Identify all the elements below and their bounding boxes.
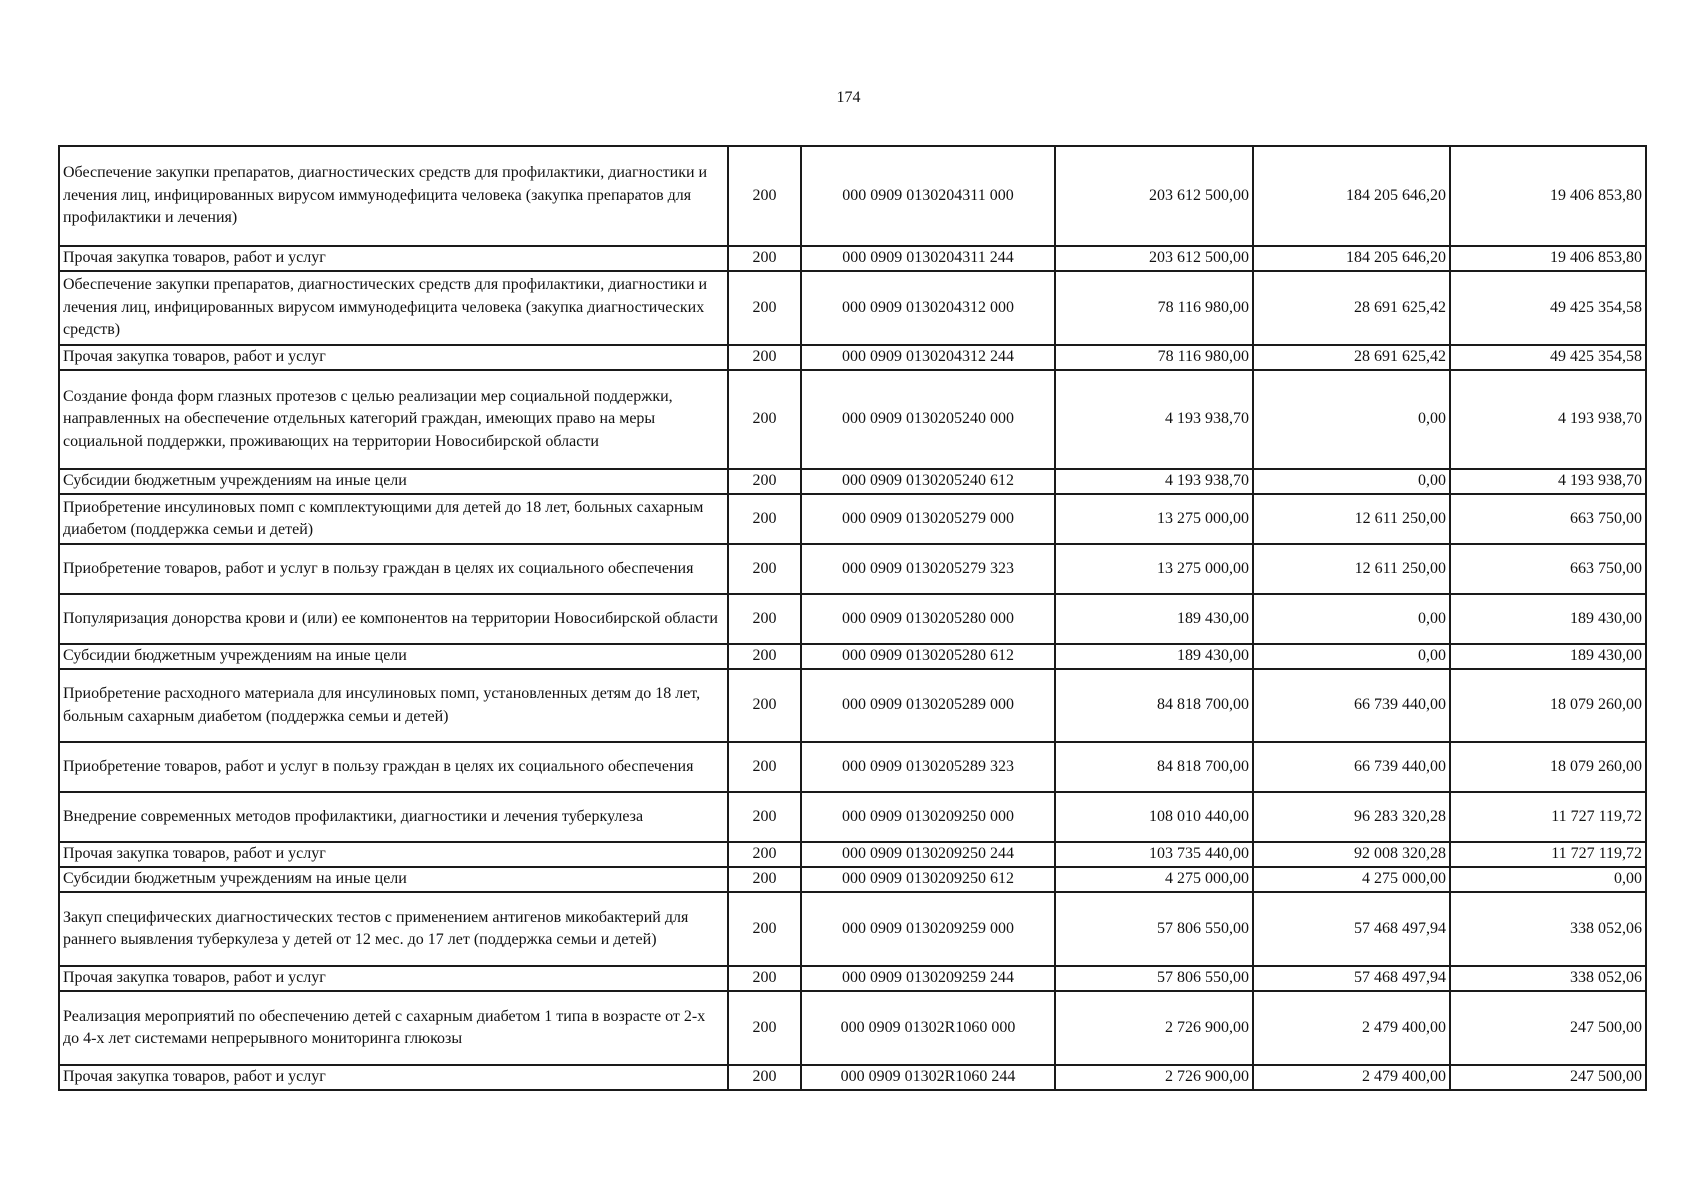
executed-amount-cell: 66 739 440,00 [1253,669,1450,742]
table-row [59,1065,1646,1090]
budget-classification-code-cell: 000 0909 0130209250 612 [801,867,1055,892]
unexecuted-amount-cell: 18 079 260,00 [1450,669,1646,742]
approved-amount-cell: 57 806 550,00 [1055,966,1253,991]
expense-name-cell: Внедрение современных методов профилактики, диагностики и лечения туберкулеза [59,792,728,842]
budget-classification-code-cell: 000 0909 0130205289 323 [801,742,1055,792]
expense-name-cell: Субсидии бюджетным учреждениям на иные цели [59,867,728,892]
table-row [59,594,1646,644]
line-code-cell: 200 [728,867,801,892]
unexecuted-amount-cell: 49 425 354,58 [1450,345,1646,370]
line-code-cell: 200 [728,271,801,345]
expense-name-cell: Субсидии бюджетным учреждениям на иные цели [59,644,728,669]
line-code-cell: 200 [728,892,801,966]
table-row [59,669,1646,742]
budget-classification-code-cell: 000 0909 0130209250 000 [801,792,1055,842]
budget-classification-code-cell: 000 0909 01302R1060 244 [801,1065,1055,1090]
approved-amount-cell: 84 818 700,00 [1055,742,1253,792]
unexecuted-amount-cell: 4 193 938,70 [1450,370,1646,469]
approved-amount-cell: 108 010 440,00 [1055,792,1253,842]
budget-classification-code-cell: 000 0909 0130209259 244 [801,966,1055,991]
line-code-cell: 200 [728,345,801,370]
table-row [59,867,1646,892]
table-row [59,892,1646,966]
approved-amount-cell: 13 275 000,00 [1055,494,1253,544]
approved-amount-cell: 57 806 550,00 [1055,892,1253,966]
approved-amount-cell: 203 612 500,00 [1055,146,1253,246]
table-row [59,494,1646,544]
executed-amount-cell: 0,00 [1253,644,1450,669]
executed-amount-cell: 184 205 646,20 [1253,146,1450,246]
table-row [59,842,1646,867]
table-row [59,792,1646,842]
approved-amount-cell: 13 275 000,00 [1055,544,1253,594]
table-row [59,966,1646,991]
executed-amount-cell: 0,00 [1253,469,1450,494]
table-row [59,146,1646,246]
unexecuted-amount-cell: 11 727 119,72 [1450,842,1646,867]
executed-amount-cell: 28 691 625,42 [1253,271,1450,345]
expense-name-cell: Прочая закупка товаров, работ и услуг [59,345,728,370]
approved-amount-cell: 78 116 980,00 [1055,345,1253,370]
table-row [59,246,1646,271]
approved-amount-cell: 189 430,00 [1055,644,1253,669]
line-code-cell: 200 [728,842,801,867]
approved-amount-cell: 2 726 900,00 [1055,1065,1253,1090]
line-code-cell: 200 [728,544,801,594]
table-row [59,469,1646,494]
expense-name-cell: Субсидии бюджетным учреждениям на иные цели [59,469,728,494]
approved-amount-cell: 2 726 900,00 [1055,991,1253,1065]
executed-amount-cell: 96 283 320,28 [1253,792,1450,842]
executed-amount-cell: 2 479 400,00 [1253,991,1450,1065]
expense-name-cell: Создание фонда форм глазных протезов с целью реализации мер социальной поддержки, направленных на обеспечение отдельных категорий граждан, имеющих право на меры социальной поддержки, проживающих на территории Новосибирской области [59,370,728,469]
executed-amount-cell: 0,00 [1253,594,1450,644]
executed-amount-cell: 2 479 400,00 [1253,1065,1450,1090]
unexecuted-amount-cell: 19 406 853,80 [1450,146,1646,246]
unexecuted-amount-cell: 11 727 119,72 [1450,792,1646,842]
table-row [59,742,1646,792]
unexecuted-amount-cell: 4 193 938,70 [1450,469,1646,494]
unexecuted-amount-cell: 0,00 [1450,867,1646,892]
expense-name-cell: Прочая закупка товаров, работ и услуг [59,966,728,991]
executed-amount-cell: 184 205 646,20 [1253,246,1450,271]
table-row [59,644,1646,669]
line-code-cell: 200 [728,991,801,1065]
expense-name-cell: Закуп специфических диагностических тестов с применением антигенов микобактерий для раннего выявления туберкулеза у детей от 12 мес. до 17 лет (поддержка семьи и детей) [59,892,728,966]
budget-classification-code-cell: 000 0909 0130209250 244 [801,842,1055,867]
unexecuted-amount-cell: 19 406 853,80 [1450,246,1646,271]
unexecuted-amount-cell: 338 052,06 [1450,892,1646,966]
executed-amount-cell: 4 275 000,00 [1253,867,1450,892]
line-code-cell: 200 [728,246,801,271]
approved-amount-cell: 84 818 700,00 [1055,669,1253,742]
table-row [59,991,1646,1065]
line-code-cell: 200 [728,469,801,494]
expense-name-cell: Приобретение инсулиновых помп с комплектующими для детей до 18 лет, больных сахарным диабетом (поддержка семьи и детей) [59,494,728,544]
unexecuted-amount-cell: 49 425 354,58 [1450,271,1646,345]
budget-classification-code-cell: 000 0909 0130205280 000 [801,594,1055,644]
budget-classification-code-cell: 000 0909 01302R1060 000 [801,991,1055,1065]
expense-name-cell: Приобретение расходного материала для инсулиновых помп, установленных детям до 18 лет, больным сахарным диабетом (поддержка семьи и детей) [59,669,728,742]
unexecuted-amount-cell: 247 500,00 [1450,991,1646,1065]
line-code-cell: 200 [728,966,801,991]
approved-amount-cell: 203 612 500,00 [1055,246,1253,271]
approved-amount-cell: 4 193 938,70 [1055,370,1253,469]
expense-name-cell: Реализация мероприятий по обеспечению детей с сахарным диабетом 1 типа в возрасте от 2-х до 4-х лет системами непрерывного мониторинга глюкозы [59,991,728,1065]
executed-amount-cell: 0,00 [1253,370,1450,469]
unexecuted-amount-cell: 189 430,00 [1450,644,1646,669]
line-code-cell: 200 [728,370,801,469]
page-number: 174 [836,89,861,106]
unexecuted-amount-cell: 663 750,00 [1450,544,1646,594]
budget-classification-code-cell: 000 0909 0130209259 000 [801,892,1055,966]
executed-amount-cell: 57 468 497,94 [1253,892,1450,966]
table-row [59,345,1646,370]
unexecuted-amount-cell: 663 750,00 [1450,494,1646,544]
line-code-cell: 200 [728,742,801,792]
line-code-cell: 200 [728,644,801,669]
approved-amount-cell: 4 193 938,70 [1055,469,1253,494]
budget-classification-code-cell: 000 0909 0130205280 612 [801,644,1055,669]
expense-name-cell: Прочая закупка товаров, работ и услуг [59,246,728,271]
approved-amount-cell: 4 275 000,00 [1055,867,1253,892]
line-code-cell: 200 [728,146,801,246]
budget-execution-table [58,145,1647,1091]
line-code-cell: 200 [728,494,801,544]
executed-amount-cell: 12 611 250,00 [1253,494,1450,544]
expense-name-cell: Прочая закупка товаров, работ и услуг [59,842,728,867]
budget-classification-code-cell: 000 0909 0130204311 000 [801,146,1055,246]
approved-amount-cell: 103 735 440,00 [1055,842,1253,867]
executed-amount-cell: 57 468 497,94 [1253,966,1450,991]
budget-classification-code-cell: 000 0909 0130205279 323 [801,544,1055,594]
line-code-cell: 200 [728,594,801,644]
approved-amount-cell: 189 430,00 [1055,594,1253,644]
line-code-cell: 200 [728,669,801,742]
expense-name-cell: Обеспечение закупки препаратов, диагностических средств для профилактики, диагностики и лечения лиц, инфицированных вирусом иммунодефицита человека (закупка диагностических средств) [59,271,728,345]
expense-name-cell: Приобретение товаров, работ и услуг в пользу граждан в целях их социального обеспечения [59,742,728,792]
line-code-cell: 200 [728,1065,801,1090]
executed-amount-cell: 28 691 625,42 [1253,345,1450,370]
budget-classification-code-cell: 000 0909 0130204312 000 [801,271,1055,345]
approved-amount-cell: 78 116 980,00 [1055,271,1253,345]
table-row [59,544,1646,594]
executed-amount-cell: 66 739 440,00 [1253,742,1450,792]
unexecuted-amount-cell: 338 052,06 [1450,966,1646,991]
expense-name-cell: Прочая закупка товаров, работ и услуг [59,1065,728,1090]
budget-classification-code-cell: 000 0909 0130205240 000 [801,370,1055,469]
table-row [59,271,1646,345]
budget-classification-code-cell: 000 0909 0130205279 000 [801,494,1055,544]
unexecuted-amount-cell: 18 079 260,00 [1450,742,1646,792]
executed-amount-cell: 92 008 320,28 [1253,842,1450,867]
expense-name-cell: Популяризация донорства крови и (или) ее компонентов на территории Новосибирской области [59,594,728,644]
unexecuted-amount-cell: 247 500,00 [1450,1065,1646,1090]
budget-classification-code-cell: 000 0909 0130205240 612 [801,469,1055,494]
table-row [59,370,1646,469]
expense-name-cell: Приобретение товаров, работ и услуг в пользу граждан в целях их социального обеспечения [59,544,728,594]
budget-classification-code-cell: 000 0909 0130204312 244 [801,345,1055,370]
expense-name-cell: Обеспечение закупки препаратов, диагностических средств для профилактики, диагностики и лечения лиц, инфицированных вирусом иммунодефицита человека (закупка препаратов для профилактики и лечения) [59,146,728,246]
line-code-cell: 200 [728,792,801,842]
executed-amount-cell: 12 611 250,00 [1253,544,1450,594]
unexecuted-amount-cell: 189 430,00 [1450,594,1646,644]
budget-classification-code-cell: 000 0909 0130205289 000 [801,669,1055,742]
budget-classification-code-cell: 000 0909 0130204311 244 [801,246,1055,271]
